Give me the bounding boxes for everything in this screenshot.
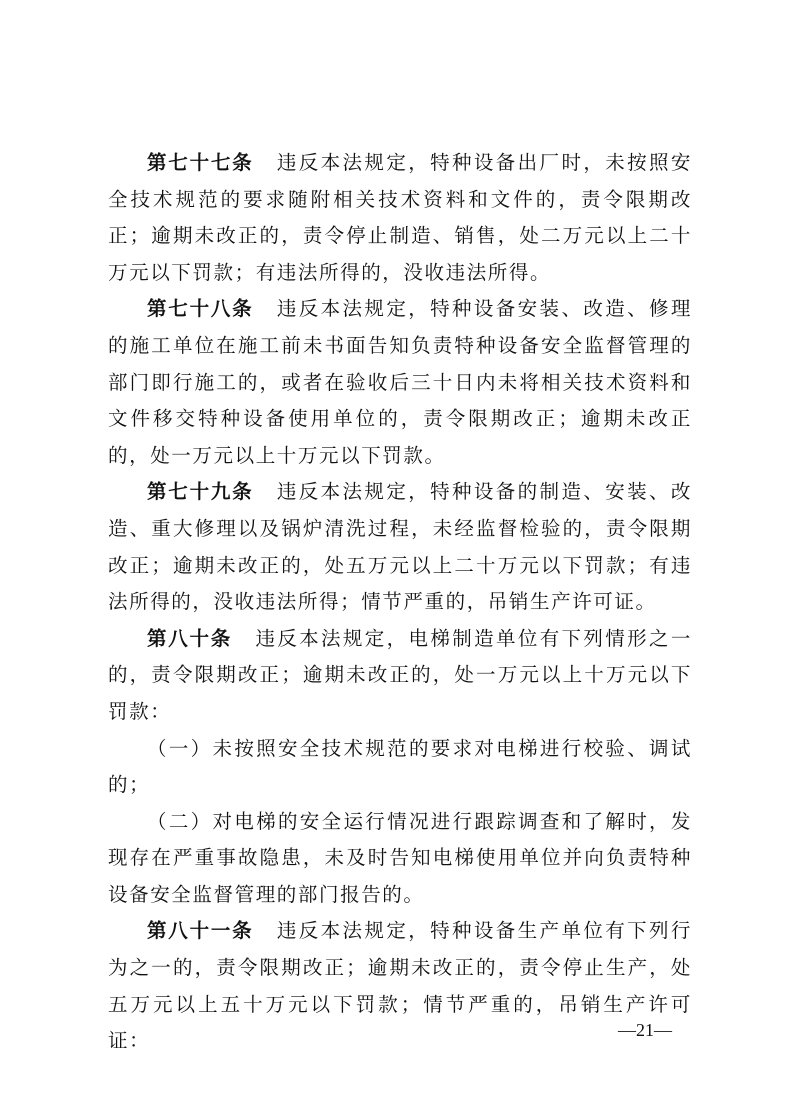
article-number: 第八十一条	[147, 919, 254, 943]
article-text: 违反本法规定，特种设备安装、改造、修理的施工单位在施工前未书面告知负责特种设备安全监督管理的部门即行施工的，或者在验收后三十日内未将相关技术资料和文件移交特种设备使用单位的，责令限期改正；逾期未改正的，处一万元以上十万元以下罚款。	[108, 297, 692, 467]
list-item-1: （一）未按照安全技术规范的要求对电梯进行校验、调试的；	[108, 736, 692, 797]
article-78	[108, 291, 692, 474]
article-text: 违反本法规定，特种设备的制造、安装、改造、重大修理以及锅炉清洗过程，未经监督检验的，责令限期改正；逾期未改正的，处五万元以上二十万元以下罚款；有违法所得的，没收违法所得；情节严重的，吊销生产许可证。	[108, 480, 692, 614]
document-body	[108, 145, 692, 1060]
article-79	[108, 474, 692, 620]
article-number: 第七十八条	[147, 297, 254, 321]
article-77	[108, 145, 692, 291]
article-text: 违反本法规定，特种设备出厂时，未按照安全技术规范的要求随附相关技术资料和文件的，责令限期改正；逾期未改正的，责令停止制造、销售，处二万元以上二十万元以下罚款；有违法所得的，没收违法所得。	[108, 151, 692, 284]
article-number: 第七十七条	[147, 151, 254, 174]
article-80	[108, 621, 692, 731]
page-number: —21—	[618, 1020, 672, 1040]
list-item-2: （二）对电梯的安全运行情况进行跟踪调查和了解时，发现存在严重事故隐患，未及时告知电梯使用单位并向负责特种设备安全监督管理的部门报告的。	[108, 809, 692, 906]
article-number: 第八十条	[147, 626, 233, 650]
article-number: 第七十九条	[147, 480, 254, 504]
article-text: 违反本法规定，电梯制造单位有下列情形之一的，责令限期改正；逾期未改正的，处一万元以上十万元以下罚款：	[108, 626, 692, 723]
article-text: 违反本法规定，特种设备生产单位有下列行为之一的，责令限期改正；逾期未改正的，责令停止生产，处五万元以上五十万元以下罚款；情节严重的，吊销生产许可证：	[108, 919, 692, 1053]
